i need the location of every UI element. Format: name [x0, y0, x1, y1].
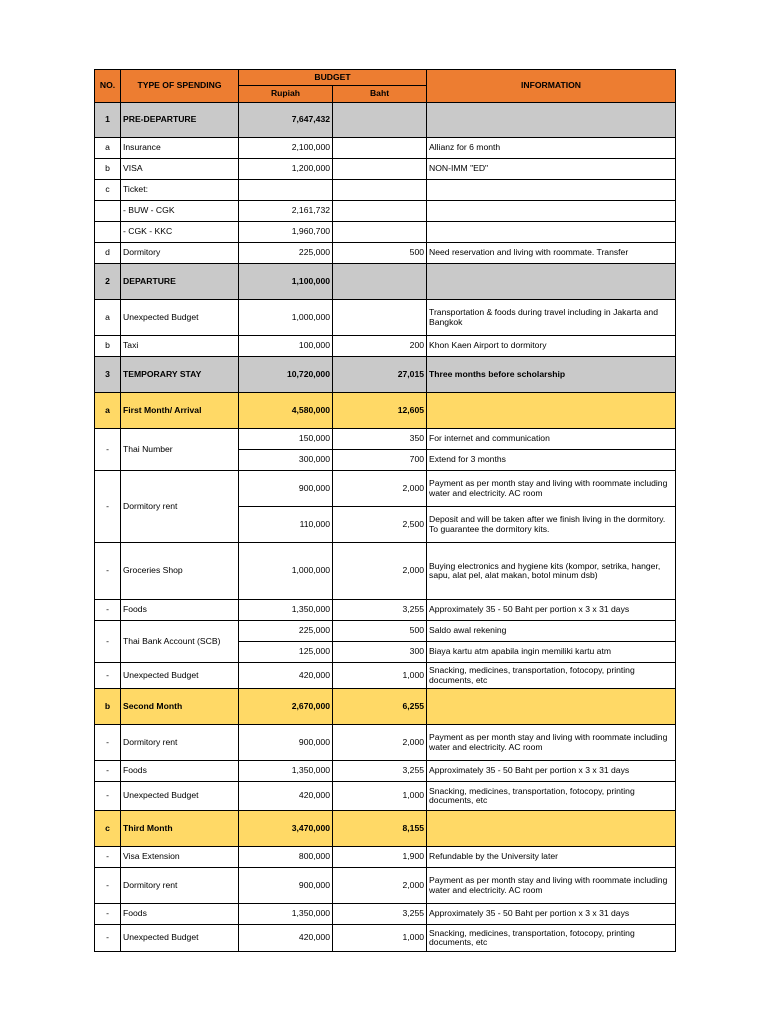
table-row: [95, 300, 676, 336]
header-no: NO.: [95, 70, 121, 103]
spending-type-cell: Foods: [121, 904, 239, 925]
spending-type-cell: DEPARTURE: [121, 264, 239, 300]
section-row: [95, 264, 676, 300]
baht-cell: 27,015: [333, 357, 427, 393]
section-row: [95, 103, 676, 138]
information-cell: [427, 811, 676, 847]
row-number-cell: d: [95, 243, 121, 264]
rupiah-cell: 1,350,000: [239, 600, 333, 621]
information-cell: Saldo awal rekening: [427, 621, 676, 642]
baht-cell: 500: [333, 243, 427, 264]
row-number-cell: -: [95, 868, 121, 904]
row-number-cell: 1: [95, 103, 121, 138]
spending-type-cell: Unexpected Budget: [121, 300, 239, 336]
spending-type-cell: Third Month: [121, 811, 239, 847]
row-number-cell: -: [95, 847, 121, 868]
spending-type-cell: Insurance: [121, 138, 239, 159]
section-row: [95, 357, 676, 393]
baht-cell: [333, 180, 427, 201]
spending-type-cell: - BUW - CGK: [121, 201, 239, 222]
baht-cell: 2,000: [333, 471, 427, 507]
baht-cell: 350: [333, 429, 427, 450]
row-number-cell: 3: [95, 357, 121, 393]
rupiah-cell: 420,000: [239, 925, 333, 952]
header-rupiah: Rupiah: [239, 86, 333, 103]
information-cell: Snacking, medicines, transportation, fotocopy, printing documents, etc: [427, 663, 676, 689]
row-number-cell: 2: [95, 264, 121, 300]
baht-cell: 3,255: [333, 761, 427, 782]
rupiah-cell: 10,720,000: [239, 357, 333, 393]
baht-cell: 700: [333, 450, 427, 471]
table-row: [95, 904, 676, 925]
rupiah-cell: 2,670,000: [239, 689, 333, 725]
spending-type-cell: Visa Extension: [121, 847, 239, 868]
rupiah-cell: 1,000,000: [239, 300, 333, 336]
row-number-cell: a: [95, 393, 121, 429]
spending-type-cell: Ticket:: [121, 180, 239, 201]
baht-cell: 500: [333, 621, 427, 642]
information-cell: [427, 180, 676, 201]
rupiah-cell: 800,000: [239, 847, 333, 868]
rupiah-cell: 300,000: [239, 450, 333, 471]
information-cell: Payment as per month stay and living with roommate including water and electricity. AC room: [427, 471, 676, 507]
header-information: INFORMATION: [427, 70, 676, 103]
table-row: [95, 222, 676, 243]
spending-type-cell: Groceries Shop: [121, 543, 239, 600]
spending-type-cell: Unexpected Budget: [121, 663, 239, 689]
table-row: [95, 621, 676, 642]
information-cell: Transportation & foods during travel including in Jakarta and Bangkok: [427, 300, 676, 336]
spending-type-cell: Dormitory rent: [121, 868, 239, 904]
baht-cell: 3,255: [333, 600, 427, 621]
table-row: [95, 201, 676, 222]
table-row: [95, 159, 676, 180]
baht-cell: 8,155: [333, 811, 427, 847]
baht-cell: 12,605: [333, 393, 427, 429]
information-cell: Payment as per month stay and living with roommate including water and electricity. AC room: [427, 725, 676, 761]
row-number-cell: [95, 201, 121, 222]
section-row: [95, 689, 676, 725]
table-row: [95, 600, 676, 621]
information-cell: [427, 222, 676, 243]
spending-type-cell: Unexpected Budget: [121, 925, 239, 952]
row-number-cell: -: [95, 429, 121, 471]
baht-cell: [333, 159, 427, 180]
baht-cell: 1,900: [333, 847, 427, 868]
row-number-cell: -: [95, 925, 121, 952]
baht-cell: [333, 222, 427, 243]
rupiah-cell: 1,350,000: [239, 761, 333, 782]
rupiah-cell: 1,100,000: [239, 264, 333, 300]
information-cell: Approximately 35 - 50 Baht per portion x 3 x 31 days: [427, 761, 676, 782]
information-cell: For internet and communication: [427, 429, 676, 450]
baht-cell: 2,000: [333, 725, 427, 761]
rupiah-cell: 3,470,000: [239, 811, 333, 847]
row-number-cell: c: [95, 180, 121, 201]
table-row: [95, 471, 676, 507]
baht-cell: 1,000: [333, 782, 427, 811]
baht-cell: 200: [333, 336, 427, 357]
information-cell: [427, 264, 676, 300]
information-cell: [427, 689, 676, 725]
row-number-cell: b: [95, 159, 121, 180]
header-baht: Baht: [333, 86, 427, 103]
spending-type-cell: Thai Number: [121, 429, 239, 471]
rupiah-cell: 900,000: [239, 868, 333, 904]
spending-type-cell: First Month/ Arrival: [121, 393, 239, 429]
row-number-cell: a: [95, 300, 121, 336]
baht-cell: 2,000: [333, 868, 427, 904]
baht-cell: 300: [333, 642, 427, 663]
information-cell: Khon Kaen Airport to dormitory: [427, 336, 676, 357]
section-row: [95, 811, 676, 847]
table-row: [95, 761, 676, 782]
table-row: [95, 180, 676, 201]
row-number-cell: a: [95, 138, 121, 159]
header-budget: BUDGET: [239, 70, 427, 86]
row-number-cell: [95, 222, 121, 243]
baht-cell: 6,255: [333, 689, 427, 725]
information-cell: [427, 393, 676, 429]
rupiah-cell: 1,960,700: [239, 222, 333, 243]
rupiah-cell: 2,161,732: [239, 201, 333, 222]
information-cell: Approximately 35 - 50 Baht per portion x 3 x 31 days: [427, 904, 676, 925]
rupiah-cell: 1,200,000: [239, 159, 333, 180]
information-cell: Payment as per month stay and living with roommate including water and electricity. AC room: [427, 868, 676, 904]
budget-table: [94, 69, 676, 952]
information-cell: Refundable by the University later: [427, 847, 676, 868]
row-number-cell: -: [95, 761, 121, 782]
rupiah-cell: 900,000: [239, 725, 333, 761]
row-number-cell: -: [95, 663, 121, 689]
table-row: [95, 725, 676, 761]
table-row: [95, 782, 676, 811]
table-row: [95, 663, 676, 689]
information-cell: NON-IMM "ED": [427, 159, 676, 180]
header-type-of-spending: TYPE OF SPENDING: [121, 70, 239, 103]
baht-cell: 1,000: [333, 925, 427, 952]
rupiah-cell: 150,000: [239, 429, 333, 450]
information-cell: Allianz for 6 month: [427, 138, 676, 159]
table-row: [95, 868, 676, 904]
information-cell: [427, 201, 676, 222]
baht-cell: 2,000: [333, 543, 427, 600]
baht-cell: [333, 300, 427, 336]
table-row: [95, 336, 676, 357]
row-number-cell: -: [95, 600, 121, 621]
rupiah-cell: 1,350,000: [239, 904, 333, 925]
spending-type-cell: TEMPORARY STAY: [121, 357, 239, 393]
information-cell: Deposit and will be taken after we finish living in the dormitory. To guarantee the dormitory kits.: [427, 507, 676, 543]
rupiah-cell: 420,000: [239, 663, 333, 689]
spending-type-cell: Thai Bank Account (SCB): [121, 621, 239, 663]
baht-cell: [333, 138, 427, 159]
information-cell: Approximately 35 - 50 Baht per portion x 3 x 31 days: [427, 600, 676, 621]
rupiah-cell: 125,000: [239, 642, 333, 663]
information-cell: Three months before scholarship: [427, 357, 676, 393]
rupiah-cell: [239, 180, 333, 201]
row-number-cell: b: [95, 336, 121, 357]
table-body: [95, 103, 676, 952]
table-row: [95, 543, 676, 600]
row-number-cell: -: [95, 543, 121, 600]
rupiah-cell: 1,000,000: [239, 543, 333, 600]
table-row: [95, 138, 676, 159]
row-number-cell: -: [95, 621, 121, 663]
rupiah-cell: 900,000: [239, 471, 333, 507]
information-cell: [427, 103, 676, 138]
baht-cell: 2,500: [333, 507, 427, 543]
table-row: [95, 847, 676, 868]
baht-cell: [333, 264, 427, 300]
baht-cell: 1,000: [333, 663, 427, 689]
table-row: [95, 243, 676, 264]
table-row: [95, 925, 676, 952]
spending-type-cell: Dormitory rent: [121, 471, 239, 543]
spending-type-cell: Dormitory: [121, 243, 239, 264]
rupiah-cell: 225,000: [239, 621, 333, 642]
baht-cell: [333, 103, 427, 138]
row-number-cell: b: [95, 689, 121, 725]
row-number-cell: -: [95, 904, 121, 925]
rupiah-cell: 100,000: [239, 336, 333, 357]
rupiah-cell: 225,000: [239, 243, 333, 264]
information-cell: Extend for 3 months: [427, 450, 676, 471]
spending-type-cell: Taxi: [121, 336, 239, 357]
row-number-cell: -: [95, 725, 121, 761]
information-cell: Snacking, medicines, transportation, fotocopy, printing documents, etc: [427, 782, 676, 811]
information-cell: Biaya kartu atm apabila ingin memiliki kartu atm: [427, 642, 676, 663]
information-cell: Buying electronics and hygiene kits (kompor, setrika, hanger, sapu, alat pel, alat makan, botol minum dsb): [427, 543, 676, 600]
spending-type-cell: Foods: [121, 600, 239, 621]
section-row: [95, 393, 676, 429]
rupiah-cell: 420,000: [239, 782, 333, 811]
rupiah-cell: 110,000: [239, 507, 333, 543]
rupiah-cell: 2,100,000: [239, 138, 333, 159]
spending-type-cell: Second Month: [121, 689, 239, 725]
row-number-cell: -: [95, 471, 121, 543]
spending-type-cell: Unexpected Budget: [121, 782, 239, 811]
information-cell: Need reservation and living with roommate. Transfer: [427, 243, 676, 264]
table-row: [95, 429, 676, 450]
baht-cell: [333, 201, 427, 222]
rupiah-cell: 4,580,000: [239, 393, 333, 429]
spending-type-cell: Dormitory rent: [121, 725, 239, 761]
spending-type-cell: - CGK - KKC: [121, 222, 239, 243]
row-number-cell: -: [95, 782, 121, 811]
spending-type-cell: VISA: [121, 159, 239, 180]
row-number-cell: c: [95, 811, 121, 847]
spending-type-cell: Foods: [121, 761, 239, 782]
spending-type-cell: PRE-DEPARTURE: [121, 103, 239, 138]
baht-cell: 3,255: [333, 904, 427, 925]
information-cell: Snacking, medicines, transportation, fotocopy, printing documents, etc: [427, 925, 676, 952]
rupiah-cell: 7,647,432: [239, 103, 333, 138]
